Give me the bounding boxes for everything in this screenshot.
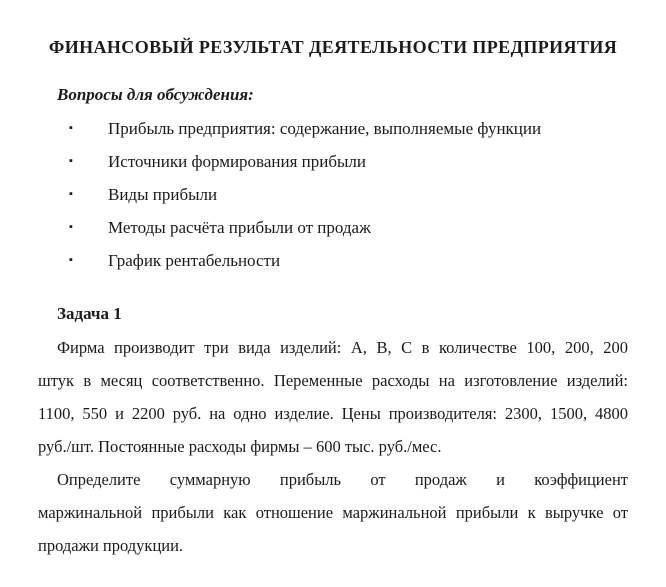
discussion-topics-list	[38, 112, 628, 277]
task-description-paragraph	[38, 331, 628, 463]
text-line: продажи продукции.	[38, 536, 184, 555]
square-bullet-icon: ▪	[69, 221, 73, 233]
list-item	[38, 145, 628, 178]
square-bullet-icon: ▪	[69, 188, 73, 200]
list-item	[38, 244, 628, 277]
square-bullet-icon: ▪	[69, 122, 73, 134]
square-bullet-icon: ▪	[69, 155, 73, 167]
list-item	[38, 211, 628, 244]
list-item-text: Источники формирования прибыли	[108, 152, 367, 171]
list-item-text: Виды прибыли	[108, 185, 218, 204]
list-item-text: Методы расчёта прибыли от продаж	[108, 218, 371, 237]
list-item-text: График рентабельности	[108, 251, 281, 270]
page-title: ФИНАНСОВЫЙ РЕЗУЛЬТАТ ДЕЯТЕЛЬНОСТИ ПРЕДПРИЯТИЯ	[48, 37, 618, 57]
text-line: 1100, 550 и 2200 руб. на одно изделие. Цены производителя: 2300, 1500, 4800	[38, 404, 628, 423]
text-line: маржинальной прибыли как отношение маржинальной прибыли к выручке от	[38, 503, 628, 522]
text-line: штук в месяц соответственно. Переменные расходы на изготовление изделий:	[38, 371, 628, 390]
discussion-heading: Вопросы для обсуждения:	[57, 85, 254, 104]
text-line: Определите суммарную прибыль от продаж и коэффициент	[57, 470, 628, 489]
list-item	[38, 178, 628, 211]
text-line: руб./шт. Постоянные расходы фирмы – 600 тыс. руб./мес.	[38, 437, 442, 456]
list-item-text: Прибыль предприятия: содержание, выполняемые функции	[108, 119, 542, 138]
task-heading: Задача 1	[57, 304, 122, 323]
task-question-paragraph	[38, 463, 628, 562]
list-item	[38, 112, 628, 145]
text-line: Фирма производит три вида изделий: А, В, С в количестве 100, 200, 200	[57, 338, 628, 357]
document-page	[0, 36, 666, 587]
square-bullet-icon: ▪	[69, 254, 73, 266]
